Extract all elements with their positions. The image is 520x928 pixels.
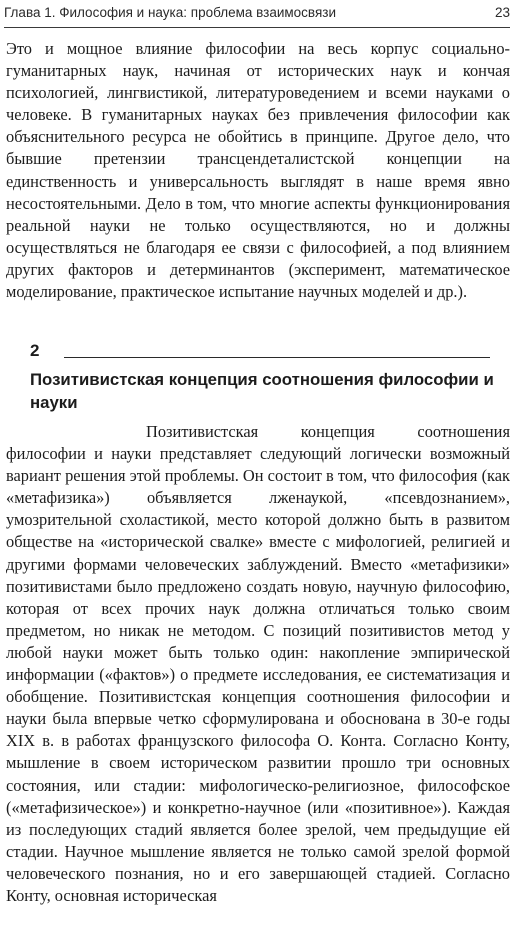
body-paragraph-1: Это и мощное влияние философии на весь корпус социально-гуманитарных наук, начиная от исторических наук и кончая психологией, лингвистикой, литературоведением и всеми науками о человеке. В гуманитарных науках без привлечения философии как объяснительного ресурса не обойтись в принципе. Другое дело, что бывшие претензии трансцендеталистской концепции на единственность и универсальность выглядят в наше время явно несостоятельными. Дело в том, что многие аспекты функционирования реальной науки не только осуществляются, но и должны осуществляться не благодаря ее связи с философией, а под влиянием других факторов и детерминантов (эксперимент, математическое моделирование, практическое испытание научных моделей и др.).	[6, 39, 510, 302]
chapter-title: Глава 1. Философия и наука: проблема взаимосвязи	[4, 5, 336, 20]
section-title: Позитивистская концепция соотношения философии и науки	[30, 370, 494, 412]
running-header	[4, 5, 510, 27]
section-number: 2	[30, 341, 40, 360]
body-paragraph-2: Позитивистская концепция соотношения философии и науки представляет следующий логически возможный вариант решения этой проблемы. Он состоит в том, что философия (как «метафизика») объявляется лженаукой, «псевдознанием», умозрительной схоластикой, место которой должно быть в развитом обществе на «исторической свалке» вместе с мифологией, религией и другими формами человеческих заблуждений. Вместо «метафизики» позитивистами было предложено создать новую, научную философию, которая от всех прочих наук должна отличаться только своим предметом, но никак не методом. С позиций позитивистов метод у любой науки может быть только один: накопление эмпирической информации («фактов») о предмете исследования, ее систематизация и обобщение. Позитивистская концепция соотношения философии и науки была впервые четко сформулирована и обоснована в 30-е годы XIX в. в работах французского философа О. Конта. Согласно Конту, мышление в своем историческом развитии прошло три основных состояния, или стадии: мифологическо-религиозное, философское («метафизическое») и конкретно-научное (или «позитивное»). Каждая из последующих стадий является более зрелой, чем предыдущие ей стадии. Научное мышление является не только самой зрелой формой человеческого познания, но и его завершающей стадией. Согласно Конту, основная историческая	[6, 422, 510, 905]
section-rule	[64, 357, 490, 358]
page-number: 23	[494, 5, 510, 20]
header-rule	[4, 27, 510, 28]
